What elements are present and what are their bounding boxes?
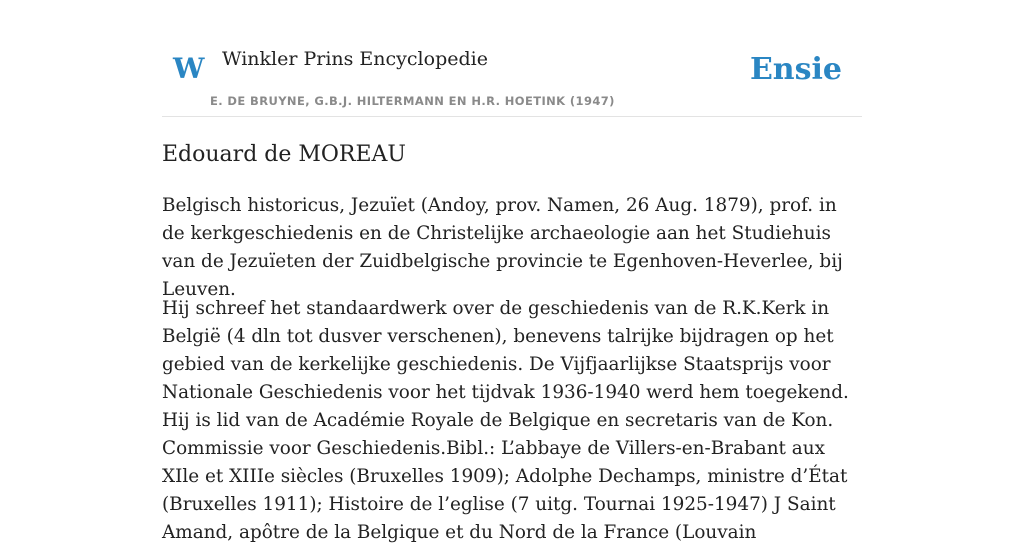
page-container [162,0,862,543]
article-paragraph: Belgisch historicus, Jezuïet (Andoy, prov. Namen, 26 Aug. 1879), prof. in de kerkgeschiedenis en de Christelijke archaeologie aan het Studiehuis van de Jezuïeten der Zuidbelgische provincie te Egenhoven-Heverlee, bij Leuven. [162,195,843,300]
article-title: Edouard de MOREAU [162,142,406,167]
winkler-prins-logo[interactable]: W [173,52,205,85]
book-title[interactable]: Winkler Prins Encyclopedie [222,48,488,70]
book-authors: E. DE BRUYNE, G.B.J. HILTERMANN EN H.R. HOETINK (1947) [210,94,615,108]
ensie-logo[interactable]: Ensie [749,52,842,87]
article-paragraph: Hij schreef het standaardwerk over de geschiedenis van de R.K.Kerk in België (4 dln tot dusver verschenen), benevens talrijke bijdragen op het gebied van de kerkelijke geschiedenis. De Vijfjaarlijkse Staatsprijs voor Nationale Geschiedenis voor het tijdvak 1936-1940 werd hem toegekend. Hij is lid van de Académie Royale de Belgique en secretaris van de Kon. Commissie voor Geschiedenis.Bibl.: L’abbaye de Villers-en-Brabant aux XIle et XIIIe siècles (Bruxelles 1909); Adolphe Dechamps, ministre d’État (Bruxelles 1911); Histoire de l’eglise (7 uitg. Tournai 1925-1947) J Saint Amand, apôtre de la Belgique et du Nord de la France (Louvain [162,298,849,543]
header [162,0,862,117]
